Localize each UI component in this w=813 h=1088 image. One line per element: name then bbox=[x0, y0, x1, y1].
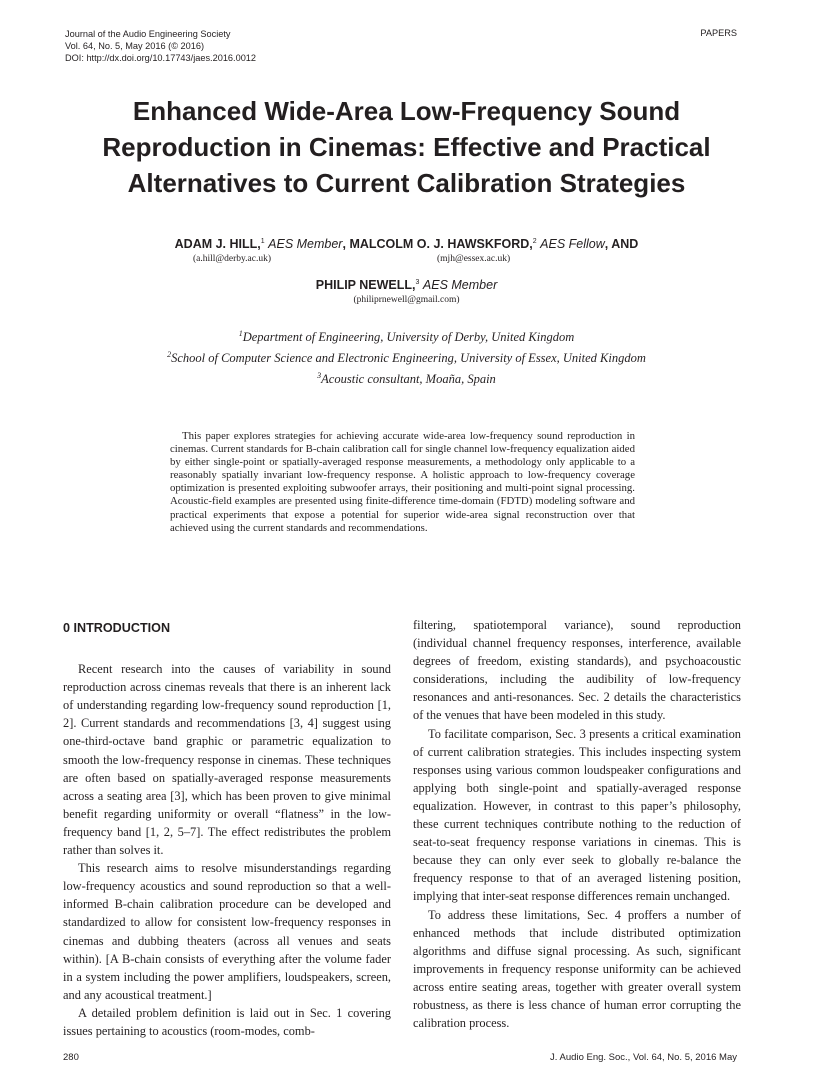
abstract bbox=[170, 430, 635, 535]
volume-info: Vol. 64, No. 5, May 2016 (© 2016) bbox=[65, 41, 205, 51]
title-line-2: Reproduction in Cinemas: Effective and Practical bbox=[102, 132, 711, 162]
author-1-role: AES Member bbox=[268, 237, 343, 251]
author-1-sup: 1 bbox=[260, 237, 265, 245]
author-2-role: AES Fellow bbox=[540, 237, 605, 251]
paper-title bbox=[40, 93, 773, 201]
author-3-name: PHILIP NEWELL, bbox=[315, 278, 416, 292]
affiliation-1: $^1$Department of Engineering, University of Derby, United Kingdom bbox=[238, 329, 575, 345]
author-2-name: MALCOLM O. J. HAWSKFORD, bbox=[349, 237, 533, 251]
author-line-1: ADAM J. HILL,$^1$ AES Member, MALCOLM O. J. HAWSKFORD,$^2$ AES Fellow, AND bbox=[174, 237, 639, 251]
author-1-name: ADAM J. HILL, bbox=[174, 237, 261, 251]
author-2-sup: 2 bbox=[532, 237, 537, 245]
title-line-3: Alternatives to Current Calibration Strategies bbox=[127, 168, 686, 198]
paragraph: A detailed problem definition is laid out in Sec. 1 covering issues pertaining to acoustics (room-modes, comb- bbox=[63, 1005, 391, 1038]
paragraph: To address these limitations, Sec. 4 proffers a number of enhanced methods that include distributed optimization algorithms and diffuse signal processing. As such, significant improvements in frequency response uniformity can be achieved across entire seating areas, together with greater overall system robustness, as there is less chance of human error corrupting the calibration process. bbox=[413, 907, 741, 1031]
doi-link[interactable]: DOI: http://dx.doi.org/10.17743/jaes.2016.0012 bbox=[65, 53, 257, 63]
author-2-email[interactable]: (mjh@essex.ac.uk) bbox=[437, 254, 511, 264]
author-3-sup: 3 bbox=[415, 278, 420, 286]
author-3-email[interactable]: (philiprnewell@gmail.com) bbox=[353, 295, 460, 305]
body-column-left bbox=[63, 616, 391, 1040]
running-header bbox=[65, 28, 256, 64]
author-line-2 bbox=[0, 278, 813, 292]
section-label: PAPERS bbox=[700, 28, 737, 38]
affiliation-2: $^2$School of Computer Science and Electronic Engineering, University of Essex, United Kingdom bbox=[167, 350, 646, 366]
and-text: AND bbox=[611, 237, 639, 251]
affiliation-3: $^3$Acoustic consultant, Moaña, Spain bbox=[317, 371, 496, 387]
page-number: 280 bbox=[63, 1052, 79, 1063]
affiliations bbox=[0, 325, 813, 388]
journal-citation: J. Audio Eng. Soc., Vol. 64, No. 5, 2016 May bbox=[550, 1052, 737, 1063]
author-1-email[interactable]: (a.hill@derby.ac.uk) bbox=[193, 254, 272, 264]
body-column-right bbox=[413, 616, 741, 1032]
paragraph: Recent research into the causes of variability in sound reproduction across cinemas reveals that there is an inherent lack of understanding regarding low-frequency sound reproduction [1, 2]. Current standards and recommendations [3, 4] suggest using one-third-octave band graphic or parametric equalization to smooth the low-frequency response in cinemas. These techniques are often based on spatially-averaged response measurements across a seating area [3], which has been proven to give minimal benefit regarding uniformity or overall “flatness” in the low-frequency band [1, 2, 5–7]. The effect redistributes the problem rather than solves it. bbox=[63, 662, 391, 858]
abstract-text: This paper explores strategies for achieving accurate wide-area low-frequency sound reproduction in cinemas. Current standards for B-chain calibration call for single channel low-frequency equalization aided by either single-point or spatially-averaged response measurements, a methodology only applicable to a reasonably spatially invariant low-frequency response. A holistic approach to low-frequency coverage optimization is presented exploiting subwoofer arrays, their positioning and multi-point signal processing. Acoustic-field examples are presented using finite-difference time-domain (FDTD) modeling software and practical experiments that expose a potential for superior wide-area signal reconstruction over that achieved using the current standards and recommendations. bbox=[170, 430, 635, 534]
journal-name: Journal of the Audio Engineering Society bbox=[65, 29, 231, 39]
title-line-1: Enhanced Wide-Area Low-Frequency Sound bbox=[132, 96, 681, 126]
paragraph: filtering, spatiotemporal variance), sound reproduction (individual channel frequency responses, interference, available degrees of freedom, existing standards), and psychoacoustic considerations, including the audibility of low-frequency resonances and anti-resonances. Sec. 2 details the characteristics of the venues that have been modeled in this study. bbox=[413, 618, 741, 723]
section-heading: 0 INTRODUCTION bbox=[63, 621, 171, 635]
paragraph: This research aims to resolve misunderstandings regarding low-frequency acoustics and sound reproduction so that a well-informed B-chain calibration procedure can be developed and standardized to allow for consistent low-frequency responses in cinemas and dubbing theaters (across all venues and seats within). [A B-chain consists of everything after the volume fader in a system including the power amplifiers, loudspeakers, screen, and any acoustical treatment.] bbox=[63, 861, 391, 1002]
paragraph: To facilitate comparison, Sec. 3 presents a critical examination of current calibration strategies. This includes inspecting system responses using various common loudspeaker configurations and applying both single-point and spatially-averaged response equalization. However, in contrast to this paper’s philosophy, these current techniques contribute nothing to the reduction of seat-to-seat frequency response variations in cinemas. This is because they can only ever seek to globally re-balance the frequency response to that of an averaged listening position, implying that inter-seat response differences remain unchanged. bbox=[413, 726, 741, 904]
author-3-role: AES Member bbox=[422, 278, 498, 292]
